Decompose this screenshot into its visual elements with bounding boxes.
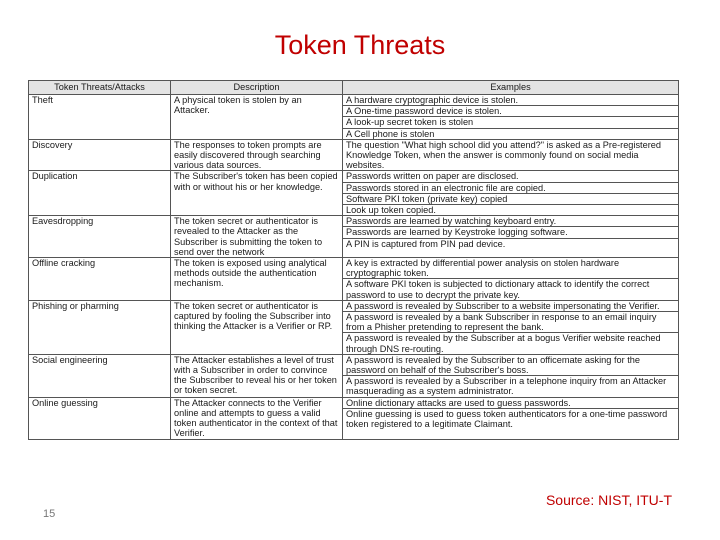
threat-cell: Offline cracking [29, 258, 171, 301]
example-item: A PIN is captured from PIN pad device. [343, 238, 678, 249]
page-number: 15 [43, 508, 56, 520]
header-description: Description [171, 81, 343, 95]
examples-cell [343, 258, 679, 301]
example-item: A password is revealed by a bank Subscriber in response to an email inquiry from a Phisher pretending to represent the bank. [343, 311, 678, 332]
example-item: Online guessing is used to guess token authenticators for a one-time password token registered to a legitimate Claimant. [343, 408, 678, 429]
threat-cell: Phishing or pharming [29, 300, 171, 354]
threat-cell: Eavesdropping [29, 216, 171, 258]
token-threats-table [28, 80, 679, 440]
threat-cell: Duplication [29, 171, 171, 216]
example-item: Passwords are learned by watching keyboard entry. [346, 216, 557, 227]
description-cell: A physical token is stolen by an Attacker. [171, 95, 343, 140]
examples-cell [343, 354, 679, 397]
example-item: A key is extracted by differential power analysis on stolen hardware cryptographic token. [346, 258, 620, 279]
example-item: A software PKI token is subjected to dictionary attack to identify the correct password to use to decrypt the private key. [343, 278, 678, 299]
example-item: A password is revealed by the Subscriber at a bogus Verifier website reached through DNS re-routing. [343, 332, 678, 353]
table-row [29, 171, 679, 216]
example-item: A hardware cryptographic device is stolen. [346, 95, 519, 105]
table-row [29, 300, 679, 354]
example-item: A look-up secret token is stolen [343, 116, 678, 127]
description-cell: The token secret or authenticator is revealed to the Attacker as the Subscriber is submitting the token to send over the network [171, 216, 343, 258]
examples-cell [343, 171, 679, 216]
header-examples: Examples [343, 81, 679, 95]
source-credit: Source: NIST, ITU-T [545, 492, 672, 508]
examples-cell [343, 95, 679, 140]
threat-cell: Social engineering [29, 354, 171, 397]
description-cell: The Attacker connects to the Verifier online and attempts to guess a valid token authenticator in the context of that Verifier. [171, 397, 343, 439]
example-item: A password is revealed by a Subscriber in a telephone inquiry from an Attacker masquerading as a system administrator. [343, 375, 678, 396]
threat-cell: Discovery [29, 139, 171, 171]
example-item: Passwords written on paper are disclosed. [346, 171, 519, 182]
threat-cell: Theft [29, 95, 171, 140]
example-item: Passwords stored in an electronic file are copied. [343, 182, 678, 193]
example-item: A One-time password device is stolen. [343, 105, 678, 116]
description-cell: The Attacker establishes a level of trust with a Subscriber in order to convince the Subscriber to reveal his or her token or token secret. [171, 354, 343, 397]
table-header-row [29, 81, 679, 95]
example-item: Online dictionary attacks are used to guess passwords. [346, 397, 571, 408]
table-row [29, 397, 679, 439]
example-item: Software PKI token (private key) copied [343, 193, 678, 204]
header-threat: Token Threats/Attacks [29, 81, 171, 95]
table-row [29, 216, 679, 258]
examples-cell [343, 300, 679, 354]
description-cell: The token is exposed using analytical methods outside the authentication mechanism. [171, 258, 343, 301]
table-row [29, 139, 679, 171]
example-item: A password is revealed by the Subscriber to an officemate asking for the password on behalf of the Subscriber's boss. [346, 354, 640, 376]
examples-cell [343, 397, 679, 439]
example-item: Look up token copied. [343, 204, 678, 215]
description-cell: The token secret or authenticator is captured by fooling the Subscriber into thinking the Attacker is a Verifier or RP. [171, 300, 343, 354]
description-cell: The responses to token prompts are easily discovered through searching various data sources. [171, 139, 343, 171]
table-row [29, 95, 679, 140]
table-row [29, 354, 679, 397]
table-row [29, 258, 679, 301]
description-cell: The Subscriber's token has been copied with or without his or her knowledge. [171, 171, 343, 216]
threat-cell: Online guessing [29, 397, 171, 439]
example-item: A Cell phone is stolen [343, 128, 678, 139]
slide-title: Token Threats [274, 30, 446, 60]
example-item: Passwords are learned by Keystroke logging software. [343, 226, 678, 237]
example-item: A password is revealed by Subscriber to a website impersonating the Verifier. [346, 300, 660, 311]
examples-cell [343, 216, 679, 258]
examples-cell [343, 139, 679, 171]
example-item: The question "What high school did you attend?" is asked as a Pre-registered Knowledge Token, when the answer is commonly found on social media websites. [346, 139, 661, 171]
